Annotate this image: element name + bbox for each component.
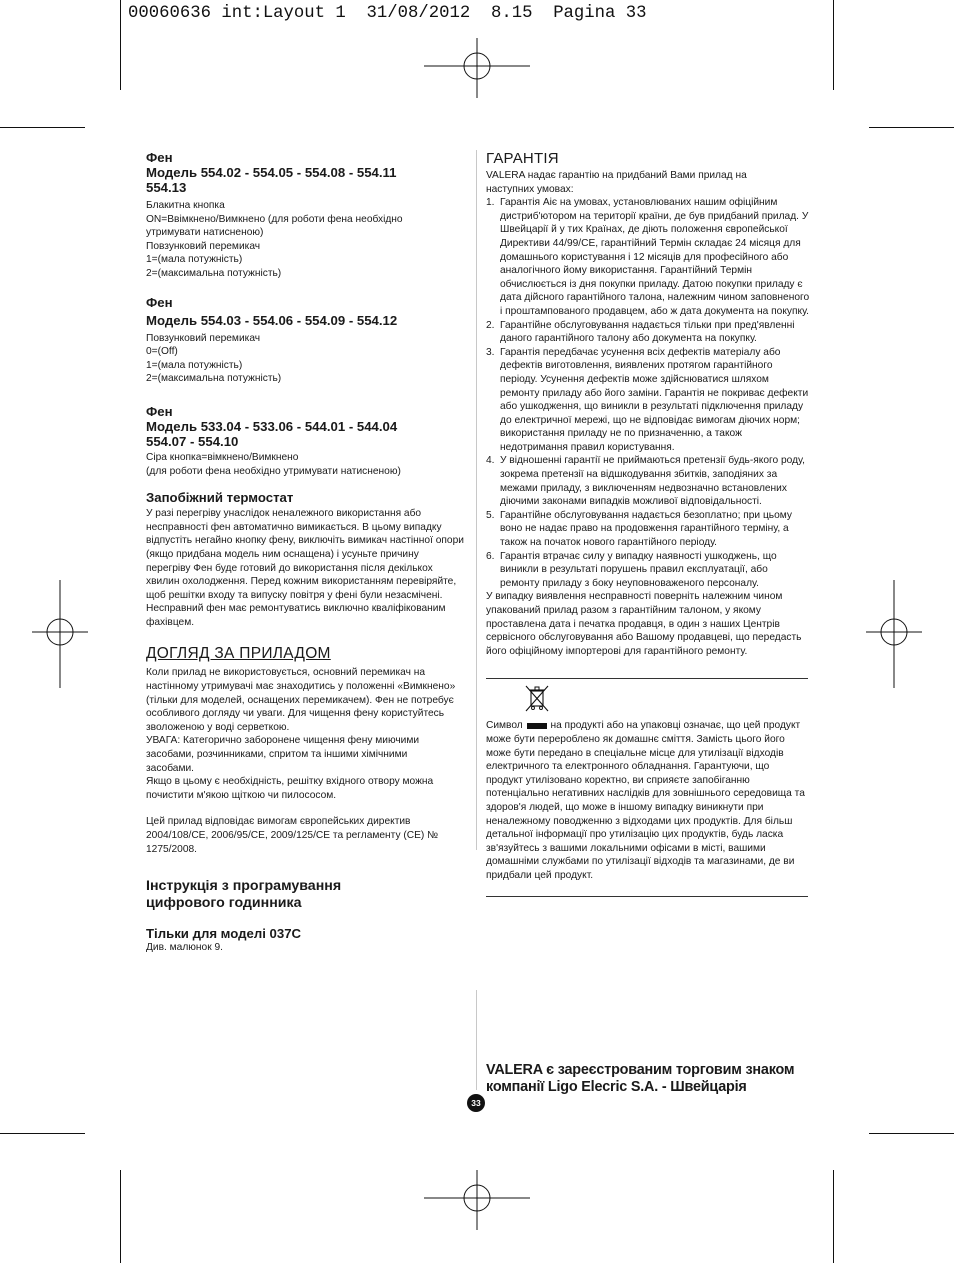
warranty-item <box>486 550 810 591</box>
warranty-outro: У випадку виявлення несправності поверніть належним чином упакований прилад разом з гарантійним талоном, у якому проставлена дата і печатка продавця, в один з наших Центрів сервісного обслуговування або Вашому продавцеві, що передасть його офіційному імпортерові для гарантійного ремонту. <box>486 591 802 657</box>
warranty-list <box>486 196 810 590</box>
warranty-item <box>486 346 810 455</box>
thermostat-heading: Запобіжний термостат <box>146 490 294 506</box>
model-3-line: (для роботи фена необхідно утримувати натисненою) <box>146 465 401 477</box>
crop-mark <box>120 0 121 90</box>
crop-mark <box>869 1133 954 1134</box>
model-3-line: Сіра кнопка=вімкнено/Вимкнено <box>146 451 299 463</box>
care-paragraph: Коли прилад не використовується, основний перемикач на настінному утримувачі має знаходитись у положенні «Вимкнено» (тільки для моделей, оснащених перемикачем). Фен не потребує особливого догляду чи уваги. Для чищення фену користуйтесь зволоженою у воді серветкою. <box>146 667 456 733</box>
trademark-note: VALERA є зареєстрованим торговим знаком компанії Ligo Elecric S.A. - Швейцарія <box>486 1062 795 1095</box>
model-2-line: 2=(максимальна потужність) <box>146 373 282 385</box>
print-slug-header: 00060636 int:Layout 1 31/08/2012 8.15 Pagina 33 <box>128 4 647 23</box>
crop-mark <box>869 127 954 128</box>
page-number: 33 <box>467 1094 485 1112</box>
weee-bar-icon <box>527 723 547 729</box>
clock-heading: Інструкція з програмування цифрового годинника <box>146 878 342 912</box>
right-column <box>486 150 810 897</box>
weee-block <box>486 693 808 882</box>
column-divider <box>476 150 477 850</box>
clock-model-subheading: Тільки для моделі 037C <box>146 926 302 942</box>
compliance-text: Цей прилад відповідає вимогам європейських директив 2004/108/CE, 2006/95/CE, 2009/125/CE та регламенту (CE) № 1275/2008. <box>146 816 439 855</box>
thermostat-text: У разі перегріву унаслідок неналежного використання або несправності фен автоматично вимикається. В цьому випадку відпустіть негайно кнопку фену, виключіть вимикач настінної опори (якщо придбана модель ним оснащена) і усуньте причину перегріву Фен буде готовий до використання після декількох хвилин охолодження. Перед кожним використанням перевіряйте, щоб решітки входу та випуску повітря у фені були незасмічені. Несправний фен має ремонтуватись виключно кваліфікованим фахівцем. <box>146 508 464 628</box>
care-paragraph: Якщо в цьому є необхідність, решітку вхідного отвору можна почистити м'якою щіткою чи пилососом. <box>146 776 434 801</box>
model-2-title: Фен <box>146 294 173 310</box>
model-1-title: Фен <box>146 150 173 165</box>
weee-symbol-label: Символ <box>486 720 523 732</box>
warranty-item-text: Гарантія передбачає усунення всіх дефектів матеріалу або дефектів виготовлення, виявлених протягом гарантійного періоду. Усунення дефектів може здійснюватися шляхом ремонту приладу або його заміни. Гарантія не покриває дефекти або ушкодження, що виникли в результаті підключення приладу до електричної мережі, що не відповідає вимогам діючих норм; використання приладу не по призначенню, а також недотримання правил користування. <box>500 346 809 453</box>
warranty-intro: VALERA надає гарантію на придбаний Вами прилад на наступних умовах: <box>486 170 747 195</box>
model-2-line: 1=(мала потужність) <box>146 359 243 371</box>
warranty-item-number: 6. <box>486 550 495 562</box>
crop-mark <box>120 1170 121 1263</box>
crop-mark <box>0 1133 85 1134</box>
registration-mark-icon <box>424 38 530 98</box>
crop-mark <box>0 127 85 128</box>
warranty-item-number: 3. <box>486 346 495 358</box>
model-1-numbers: Модель 554.02 - 554.05 - 554.08 - 554.11 554.13 <box>146 165 397 195</box>
warranty-item <box>486 319 810 346</box>
left-column <box>146 150 466 955</box>
warranty-item-text: Гарантійне обслуговування надається тільки при пред'явленні даного гарантійного талону або документа на покупку. <box>500 319 795 345</box>
warranty-item-text: У відношенні гарантії не приймаються претензії будь-якого роду, зокрема претензії на відшкодування збитків, заподіяних за межами приладу, з виключенням недвозначно встановлених діючими законами випадків можливої відповідальності. <box>500 455 805 508</box>
divider <box>486 896 808 897</box>
crop-mark <box>833 1170 834 1263</box>
care-heading: ДОГЛЯД ЗА ПРИЛАДОМ <box>146 645 331 663</box>
model-1-line: Повзунковий перемикач <box>146 240 261 252</box>
weee-text <box>486 719 808 882</box>
model-2-line: Повзунковий перемикач <box>146 332 261 344</box>
warranty-item <box>486 196 810 318</box>
warranty-item <box>486 454 810 508</box>
registration-mark-icon <box>32 580 88 688</box>
model-1-line: 2=(максимальна потужність) <box>146 267 282 279</box>
registration-mark-icon <box>866 580 922 688</box>
care-warning: УВАГА: Категорично заборонене чищення фену миючими засобами, розчинниками, спритом та іншими хімічними засобами. <box>146 735 420 774</box>
model-2-numbers: Модель 554.03 - 554.06 - 554.09 - 554.12 <box>146 312 398 328</box>
warranty-heading: ГАРАНТІЯ <box>486 150 559 167</box>
model-3-numbers: Модель 533.04 - 533.06 - 544.01 - 544.04 554.07 - 554.10 <box>146 418 398 449</box>
crop-mark <box>833 0 834 90</box>
warranty-item-number: 2. <box>486 319 495 331</box>
clock-text: Див. малюнок 9. <box>146 942 223 954</box>
model-2-line: 0=(Off) <box>146 346 178 358</box>
registration-mark-icon <box>424 1170 530 1230</box>
weee-body: на продукті або на упаковці означає, що цей продукт може бути перероблено як домашнє сміття. Замість цього його може бути передано в спеціальне місце для утилізації відходів електричного та електронного обладнання. Гарантуючи, що продукт утилізовано коректно, ви сприяєте запобіганню потенціально негативних наслідків для зовнішнього середовища та здоров'я людей, що може в іншому випадку виникнути при неналежному поводженню з відходами цих продуктів. Для більш детальної інформації про утилізацію цих продуктів, будь ласка зв'язуйтесь з вашими локальними офісами в місті, вашими домашніми службами по утилізації відходів та магазинами, де ви придбали цей продукт. <box>486 720 805 881</box>
model-1-line: Блакитна кнопка <box>146 200 225 211</box>
column-divider <box>476 990 477 1090</box>
warranty-item-number: 1. <box>486 197 495 209</box>
model-1-line: ON=Ввімкнено/Вимкнено (для роботи фена необхідно утримувати натисненою) <box>146 213 403 239</box>
crossed-bin-icon <box>522 683 552 713</box>
model-1-line: 1=(мала потужність) <box>146 254 243 266</box>
warranty-item-text: Гарантія Аіє на умовах, установлюваних нашим офіційним дистриб'ютором на території країни, де був придбаний прилад. У Швейцарії й у тих Країнах, де діють положення європейської Директиви 44/99/CE, гарантійний Термін складає 24 місяця для домашнього користування і 12 місяців для професійного або аналогічного йому використання. Гарантійний Термін обчислюється із дня покупки приладу. Датою покупки приладу є дата дійсного гарантійного талона, належним чином заповненого і проштампованого продавцем, або ж дата документа на покупку. <box>500 197 810 317</box>
warranty-item-text: Гарантійне обслуговування надається безоплатно; при цьому воно не надає право на продовження гарантійного терміну, а також на початок нового гарантійного періоду. <box>500 509 792 549</box>
model-3-title: Фен <box>146 403 173 419</box>
warranty-item-number: 4. <box>486 455 495 467</box>
warranty-item <box>486 509 810 550</box>
warranty-item-number: 5. <box>486 509 495 521</box>
warranty-item-text: Гарантія втрачає силу у випадку наявності ушкоджень, що виникли в результаті порушень правил експлуатації, або ремонту приладу з боку неуповноваженого персоналу. <box>500 550 777 589</box>
